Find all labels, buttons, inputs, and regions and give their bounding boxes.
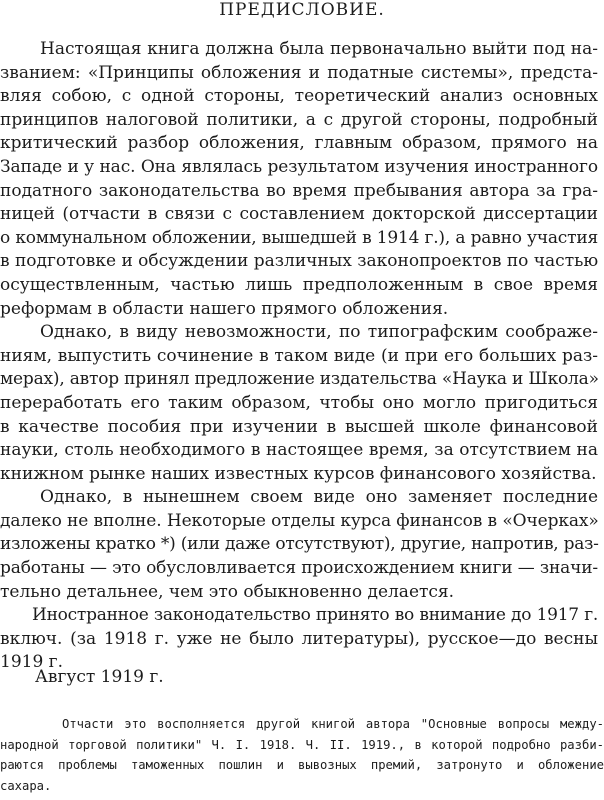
footnote-line: сахара. [0, 778, 52, 793]
text-line: науки, столь необходимого в настоящее время, за отсутствием на [0, 440, 598, 461]
footnote-line: Отчасти это восполняется другой книгой автора "Основные вопросы между- [62, 717, 604, 731]
text-line: в подготовке и обсуждении различных законопроектов по частью [0, 251, 599, 272]
text-line: далеко не вполне. Некоторые отделы курса финансов в «Очерках» [0, 510, 599, 531]
text-line: ницей (отчасти в связи с составлением докторской диссертации [0, 204, 598, 225]
page-title: ПРЕДИСЛОВИЕ. [219, 0, 385, 20]
text-line: работаны — это обусловливается происхождением книги — значи- [0, 558, 598, 579]
text-line: Однако, в виду невозможности, по типографским соображе- [40, 322, 598, 343]
paragraph [0, 38, 598, 321]
text-line: Западе и у нас. Она являлась результатом изучения иностранного [0, 156, 598, 177]
text-line: включ. (за 1918 г. уже не было литературы), русское—до весны [0, 628, 598, 649]
text-line: в качестве пособия при изучении в высшей школе финансовой [0, 416, 598, 437]
text-line: Иностранное законодательство принято во внимание до 1917 г. [32, 605, 598, 626]
text-line: званием: «Принципы обложения и податные системы», предста- [0, 62, 598, 83]
text-line: переработать его таким образом, чтобы оно могло пригодиться [0, 392, 598, 413]
text-line: осуществленным, частью лишь предположенным в свое время [0, 274, 598, 295]
text-line: вляя собою, с одной стороны, теоретический анализ основных [0, 86, 598, 107]
preface-body [0, 38, 598, 675]
text-line: изложены кратко *) (или даже отсутствуют), другие, напротив, раз- [0, 534, 599, 555]
date-signature: Август 1919 г. [35, 667, 164, 687]
paragraph [0, 321, 598, 486]
text-line: Настоящая книга должна была первоначально выйти под на- [40, 39, 598, 59]
text-line: тельно детальнее, чем это обыкновенно делается. [0, 581, 455, 602]
footnote [0, 714, 604, 796]
text-line: о коммунальном обложении, вышедшей в 1914 г.), а равно участия [0, 227, 598, 248]
text-line: мерах), автор принял предложение издательства «Наука и Школа» [0, 369, 599, 390]
text-line: 1919 г. [0, 652, 63, 673]
text-line: реформам в области нашего прямого обложения. [0, 298, 449, 319]
paragraph [0, 604, 598, 675]
text-line: Однако, в нынешнем своем виде оно заменяет последние [40, 487, 598, 508]
text-line: податного законодательства во время пребывания автора за гра- [0, 180, 598, 201]
text-line: ниям, выпустить сочинение в таком виде (и при его больших раз- [0, 345, 598, 366]
text-line: книжном рынке наших известных курсов финансового хозяйства. [0, 463, 597, 484]
text-line: принципов налоговой политики, а с другой стороны, подробный [0, 109, 598, 130]
footnote-line: раются проблемы таможенных пошлин и вывозных премий, затронуто и обложение [0, 758, 604, 772]
paragraph [0, 486, 598, 604]
text-line: критический разбор обложения, главным образом, прямого на [0, 133, 598, 154]
footnote-line: народной торговой политики" Ч. I. 1918. Ч. II. 1919., в которой подробно разби- [0, 737, 604, 752]
